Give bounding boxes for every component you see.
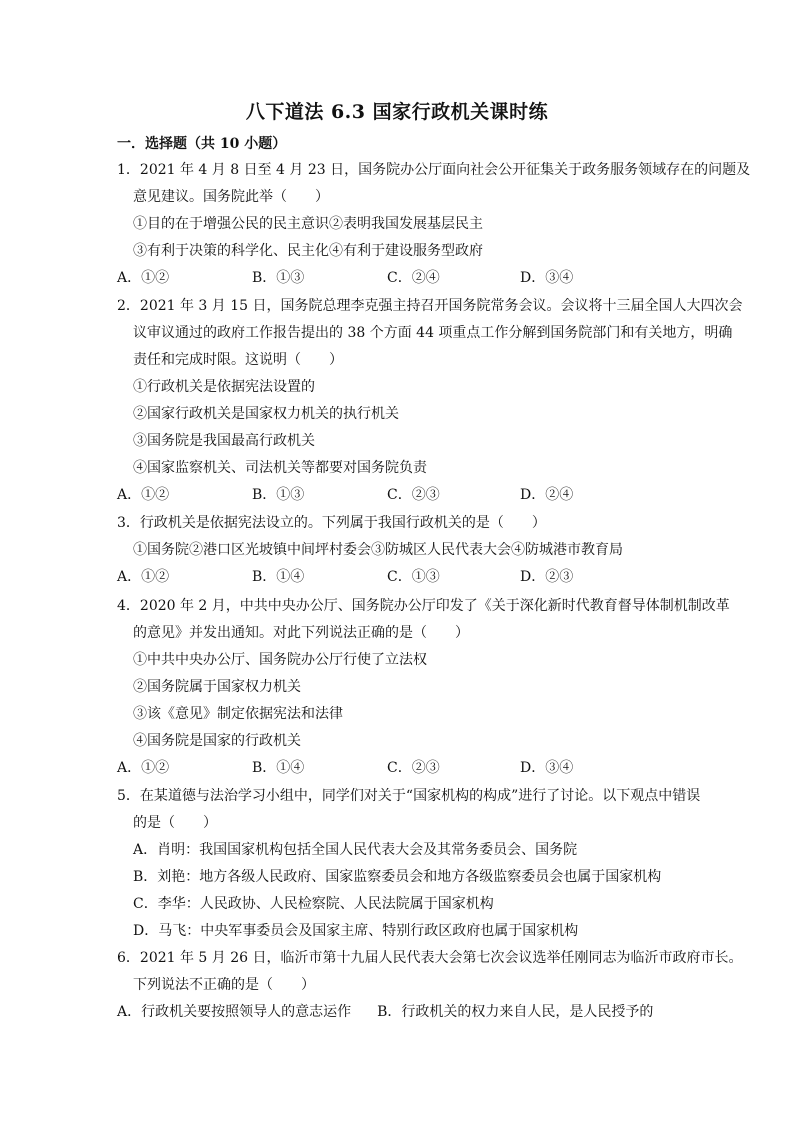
question-6	[117, 945, 743, 1026]
option-b[interactable]: B．刘艳：地方各级人民政府、国家监察委员会和地方各级监察委员会也属于国家机构	[133, 869, 662, 885]
statement-item: ①中共中央办公厅、国务院办公厅行使了立法权	[133, 652, 427, 668]
option-a[interactable]: A．行政机关要按照领导人的意志运作	[117, 1004, 352, 1020]
statement-item: ①目的在于增强公民的民主意识②表明我国发展基层民主	[133, 216, 483, 232]
question-stem-line: 下列说法不正确的是（ ）	[133, 977, 315, 993]
statement-item: ②国家行政机关是国家权力机关的执行机关	[133, 406, 399, 422]
option-a[interactable]: A．①②	[117, 569, 170, 585]
statement-item: ②国务院属于国家权力机关	[133, 679, 301, 695]
question-stem-line: 3．行政机关是依据宪法设立的。下列属于我国行政机关的是（ ）	[117, 515, 546, 531]
option-a[interactable]: A．①②	[117, 270, 170, 286]
option-d[interactable]: D．③④	[520, 270, 574, 286]
question-4	[117, 593, 730, 782]
option-c[interactable]: C．李华：人民政协、人民检察院、人民法院属于国家机构	[133, 896, 494, 912]
option-b[interactable]: B．行政机关的权力来自人民，是人民授予的	[377, 1004, 654, 1020]
page-title: 八下道法 6.3 国家行政机关课时练	[245, 101, 549, 123]
option-c[interactable]: C．②④	[387, 270, 440, 286]
option-b[interactable]: B．①③	[252, 270, 305, 286]
option-c[interactable]: C．①③	[387, 569, 440, 585]
answer-options	[117, 564, 707, 591]
option-d[interactable]: D．马飞：中央军事委员会及国家主席、特别行政区政府也属于国家机构	[133, 923, 579, 939]
option-a[interactable]: A．肖明：我国国家机构包括全国人民代表大会及其常务委员会、国务院	[133, 842, 578, 858]
option-b[interactable]: B．①④	[252, 760, 305, 776]
answer-options	[117, 482, 707, 509]
question-stem-line: 意见建议。国务院此举（ ）	[133, 189, 329, 205]
question-stem-line: 6．2021 年 5 月 26 日，临沂市第十九届人民代表大会第七次会议选举任刚同志为临沂市政府市长。	[117, 950, 743, 966]
option-b[interactable]: B．①④	[252, 569, 305, 585]
statement-item: ③有利于决策的科学化、民主化④有利于建设服务型政府	[133, 243, 483, 259]
question-stem-line: 议审议通过的政府工作报告提出的 38 个方面 44 项重点工作分解到国务院部门和有关地方，明确	[133, 325, 733, 341]
question-stem-line: 的是（ ）	[133, 815, 217, 831]
question-stem-line: 责任和完成时限。这说明（ ）	[133, 352, 343, 368]
question-stem-line: 2．2021 年 3 月 15 日，国务院总理李克强主持召开国务院常务会议。会议将十三届全国人大四次会	[117, 298, 743, 314]
statement-item: ③国务院是我国最高行政机关	[133, 433, 315, 449]
option-c[interactable]: C．②③	[387, 760, 440, 776]
option-d[interactable]: D．②③	[520, 569, 574, 585]
statement-item: ④国家监察机关、司法机关等都要对国务院负责	[133, 460, 427, 476]
statement-item: ③该《意见》制定依据宪法和法律	[133, 706, 343, 722]
answer-options	[117, 999, 707, 1026]
answer-options	[117, 265, 707, 292]
option-b[interactable]: B．①③	[252, 487, 305, 503]
question-stem-line: 5．在某道德与法治学习小组中，同学们对关于“国家机构的构成”进行了讨论。以下观点中错误	[117, 788, 701, 804]
statement-item: ①行政机关是依据宪法设置的	[133, 379, 315, 395]
section-heading: 一．选择题（共 10 小题）	[117, 136, 287, 152]
question-1	[117, 157, 751, 292]
option-a[interactable]: A．①②	[117, 760, 170, 776]
statement-item: ①国务院②港口区光坡镇中间坪村委会③防城区人民代表大会④防城港市教育局	[133, 542, 623, 558]
option-d[interactable]: D．②④	[520, 487, 574, 503]
question-stem-line: 4．2020 年 2 月，中共中央办公厅、国务院办公厅印发了《关于深化新时代教育督导体制机制改革	[117, 598, 730, 614]
question-stem-line: 1．2021 年 4 月 8 日至 4 月 23 日，国务院办公厅面向社会公开征集关于政务服务领域存在的问题及	[117, 162, 751, 178]
question-stem-line: 的意见》并发出通知。对此下列说法正确的是（ ）	[133, 625, 469, 641]
option-d[interactable]: D．③④	[520, 760, 574, 776]
option-a[interactable]: A．①②	[117, 487, 170, 503]
question-3	[117, 510, 707, 591]
statement-item: ④国务院是国家的行政机关	[133, 733, 301, 749]
question-2	[117, 293, 743, 509]
question-5	[117, 783, 707, 945]
option-c[interactable]: C．②③	[387, 487, 440, 503]
answer-options	[117, 755, 707, 782]
